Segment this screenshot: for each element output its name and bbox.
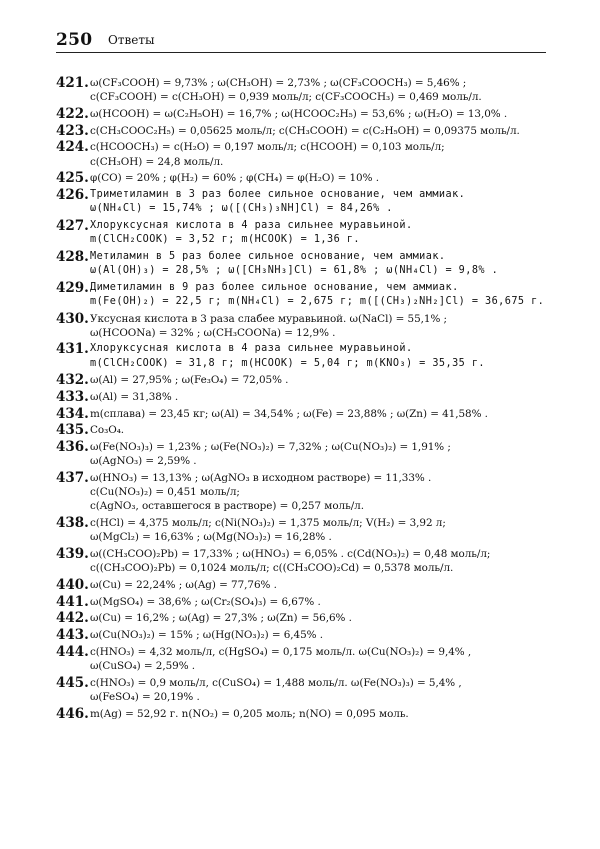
answer-line: c(CH₃OH) = 24,8 моль/л. bbox=[90, 155, 224, 168]
answer-number: 442. bbox=[56, 610, 89, 627]
answer-text bbox=[90, 611, 546, 625]
answer-number: 445. bbox=[56, 674, 89, 691]
running-title: Ответы bbox=[108, 33, 155, 47]
answer-number: 428. bbox=[56, 248, 89, 265]
answer-line: m(Fe(OH)₂) = 22,5 г; m(NH₄Cl) = 2,675 г; m([(CH₃)₂NH₂]Cl) = 36,675 г. bbox=[90, 295, 545, 307]
answer-number: 441. bbox=[56, 593, 89, 610]
answer-text bbox=[90, 390, 546, 404]
answer-number: 429. bbox=[56, 279, 89, 296]
answer-number: 427. bbox=[56, 217, 89, 234]
page-number: 250 bbox=[56, 30, 93, 50]
answer-item bbox=[56, 219, 546, 247]
answer-line: m(ClCH₂COOK) = 31,8 г; m(HCOOK) = 5,04 г; m(KNO₃) = 35,35 г. bbox=[90, 357, 486, 369]
answer-line: ω(Al) = 27,95% ; ω(Fe₃O₄) = 72,05% . bbox=[90, 374, 289, 387]
answer-line: ω(HCOONa) = 32% ; ω(CH₃COONa) = 12,9% . bbox=[90, 326, 336, 339]
answer-number: 430. bbox=[56, 310, 89, 327]
answer-text bbox=[90, 423, 546, 437]
answer-item bbox=[56, 595, 546, 609]
answer-text bbox=[90, 171, 546, 185]
answer-item bbox=[56, 611, 546, 625]
answer-item bbox=[56, 471, 546, 514]
answer-text bbox=[90, 124, 546, 138]
answer-line: ω(HNO₃) = 13,13% ; ω(AgNO₃ в исходном растворе) = 11,33% . bbox=[90, 472, 432, 485]
page-header bbox=[56, 30, 546, 52]
answer-text bbox=[90, 140, 546, 168]
answer-line: c(HNO₃) = 0,9 моль/л, c(CuSO₄) = 1,488 моль/л. ω(Fe(NO₃)₃) = 5,4% , bbox=[90, 676, 462, 689]
answer-line: c(CH₃COOC₂H₅) = 0,05625 моль/л; c(CH₃COOH) = c(C₂H₅OH) = 0,09375 моль/л. bbox=[90, 124, 520, 137]
header-rule bbox=[56, 52, 546, 53]
answer-number: 421. bbox=[56, 75, 89, 91]
answer-text bbox=[90, 250, 546, 278]
answer-line: ω(Cu) = 22,24% ; ω(Ag) = 77,76% . bbox=[90, 579, 277, 591]
answer-item bbox=[56, 373, 546, 387]
answer-text bbox=[90, 595, 546, 609]
answer-text bbox=[90, 645, 546, 673]
answer-line: c(AgNO₃, оставшегося в растворе) = 0,257 моль/л. bbox=[90, 500, 364, 513]
answer-item bbox=[56, 645, 546, 673]
answer-number: 437. bbox=[56, 470, 89, 487]
answer-line: ω(CF₃COOH) = 9,73% ; ω(CH₃OH) = 2,73% ; ω(CF₃COOCH₃) = 5,46% ; bbox=[90, 77, 467, 89]
answer-number: 439. bbox=[56, 546, 89, 563]
answer-item bbox=[56, 578, 546, 592]
answer-number: 426. bbox=[56, 186, 89, 203]
answer-text bbox=[90, 676, 546, 704]
answer-item bbox=[56, 407, 546, 421]
answer-number: 431. bbox=[56, 341, 89, 358]
answer-line: ω(MgSO₄) = 38,6% ; ω(Cr₂(SO₄)₃) = 6,67% . bbox=[90, 595, 321, 608]
answer-text bbox=[90, 440, 546, 468]
answer-item bbox=[56, 628, 546, 642]
answer-text bbox=[90, 312, 546, 340]
answer-line: c(Cu(NO₃)₂) = 0,451 моль/л; bbox=[90, 486, 240, 499]
answer-line: Co₃O₄. bbox=[90, 424, 125, 437]
answer-line: Уксусная кислота в 3 раза слабее муравьиной. ω(NaCl) = 55,1% ; bbox=[90, 312, 447, 325]
answer-line: c(CF₃COOH) = c(CH₃OH) = 0,939 моль/л; c(CF₃COOCH₃) = 0,469 моль/л. bbox=[90, 91, 482, 104]
answer-text bbox=[90, 107, 546, 121]
answer-text bbox=[90, 578, 546, 592]
answer-line: Диметиламин в 9 раз более сильное основание, чем аммиак. bbox=[90, 281, 459, 293]
answer-text bbox=[90, 219, 546, 247]
answer-item bbox=[56, 188, 546, 216]
answer-text bbox=[90, 471, 546, 514]
answer-item bbox=[56, 390, 546, 404]
answer-line: Триметиламин в 3 раз более сильное основание, чем аммиак. bbox=[90, 188, 466, 200]
answer-line: ω(HCOOH) = ω(C₂H₅OH) = 16,7% ; ω(HCOOC₂H₅) = 53,6% ; ω(H₂O) = 13,0% . bbox=[90, 107, 508, 120]
answer-number: 424. bbox=[56, 139, 89, 156]
answer-item bbox=[56, 707, 546, 721]
answer-line: ω((CH₃COO)₂Pb) = 17,33% ; ω(HNO₃) = 6,05% . c(Cd(NO₃)₂) = 0,48 моль/л; bbox=[90, 548, 491, 561]
answer-number: 446. bbox=[56, 705, 89, 722]
answer-item bbox=[56, 342, 546, 370]
answers-list bbox=[56, 76, 546, 723]
answer-line: ω(Cu(NO₃)₂) = 15% ; ω(Hg(NO₃)₂) = 6,45% . bbox=[90, 629, 324, 642]
answer-number: 434. bbox=[56, 405, 89, 422]
answer-line: Хлоруксусная кислота в 4 раза сильнее муравьиной. bbox=[90, 219, 413, 231]
answer-number: 440. bbox=[56, 577, 89, 593]
answer-line: φ(CO) = 20% ; φ(H₂) = 60% ; φ(CH₄) = φ(H₂O) = 10% . bbox=[90, 172, 379, 185]
answer-line: ω(MgCl₂) = 16,63% ; ω(Mg(NO₃)₂) = 16,28% . bbox=[90, 531, 332, 544]
answer-item bbox=[56, 547, 546, 575]
answer-item bbox=[56, 676, 546, 704]
answer-line: m(ClCH₂COOK) = 3,52 г; m(HCOOK) = 1,36 г. bbox=[90, 234, 360, 246]
answer-text bbox=[90, 407, 546, 421]
answer-item bbox=[56, 312, 546, 340]
answer-line: c(HCOOCH₃) = c(H₂O) = 0,197 моль/л; c(HCOOH) = 0,103 моль/л; bbox=[90, 141, 445, 154]
answer-line: Хлоруксусная кислота в 4 раза сильнее муравьиной. bbox=[90, 343, 413, 355]
answer-line: m(сплава) = 23,45 кг; ω(Al) = 34,54% ; ω(Fe) = 23,88% ; ω(Zn) = 41,58% . bbox=[90, 407, 488, 420]
answer-item bbox=[56, 281, 546, 309]
answer-number: 422. bbox=[56, 105, 89, 122]
answer-text bbox=[90, 342, 546, 370]
answer-number: 425. bbox=[56, 170, 89, 187]
answer-text bbox=[90, 628, 546, 642]
answer-number: 436. bbox=[56, 439, 89, 456]
answer-line: ω(AgNO₃) = 2,59% . bbox=[90, 455, 197, 468]
answer-item bbox=[56, 171, 546, 185]
answer-text bbox=[90, 281, 546, 309]
answer-number: 443. bbox=[56, 627, 89, 644]
answer-line: ω(Al(OH)₃) = 28,5% ; ω([CH₃NH₃]Cl) = 61,8% ; ω(NH₄Cl) = 9,8% . bbox=[90, 264, 499, 276]
answer-item bbox=[56, 516, 546, 544]
answer-line: c(HNO₃) = 4,32 моль/л, c(HgSO₄) = 0,175 моль/л. ω(Cu(NO₃)₂) = 9,4% , bbox=[90, 645, 472, 658]
answer-line: ω(Al) = 31,38% . bbox=[90, 391, 179, 404]
answer-number: 444. bbox=[56, 643, 89, 660]
answer-text bbox=[90, 76, 546, 104]
answer-number: 432. bbox=[56, 372, 89, 389]
answer-line: m(Ag) = 52,92 г. n(NO₂) = 0,205 моль; n(NO) = 0,095 моль. bbox=[90, 707, 409, 720]
answer-number: 435. bbox=[56, 422, 89, 439]
answer-number: 433. bbox=[56, 389, 89, 406]
answer-text bbox=[90, 707, 546, 721]
answer-item bbox=[56, 140, 546, 168]
answer-line: c((CH₃COO)₂Pb) = 0,1024 моль/л; c((CH₃COO)₂Cd) = 0,5378 моль/л. bbox=[90, 562, 454, 575]
answer-line: ω(Fe(NO₃)₃) = 1,23% ; ω(Fe(NO₃)₂) = 7,32% ; ω(Cu(NO₃)₂) = 1,91% ; bbox=[90, 441, 451, 454]
answer-item bbox=[56, 76, 546, 104]
answer-line: Метиламин в 5 раз более сильное основание, чем аммиак. bbox=[90, 250, 446, 262]
answer-line: ω(Cu) = 16,2% ; ω(Ag) = 27,3% ; ω(Zn) = 56,6% . bbox=[90, 612, 352, 625]
answer-item bbox=[56, 250, 546, 278]
answer-text bbox=[90, 547, 546, 575]
answer-line: c(HCl) = 4,375 моль/л; c(Ni(NO₃)₂) = 1,375 моль/л; V(H₂) = 3,92 л; bbox=[90, 517, 446, 530]
answer-item bbox=[56, 107, 546, 121]
answer-item bbox=[56, 124, 546, 138]
answer-text bbox=[90, 188, 546, 216]
answer-text bbox=[90, 516, 546, 544]
answer-line: ω(NH₄Cl) = 15,74% ; ω([(CH₃)₃NH]Cl) = 84,26% . bbox=[90, 203, 393, 215]
answer-item bbox=[56, 423, 546, 437]
answer-item bbox=[56, 440, 546, 468]
answer-line: ω(CuSO₄) = 2,59% . bbox=[90, 660, 196, 673]
answer-number: 438. bbox=[56, 515, 89, 532]
answer-number: 423. bbox=[56, 122, 89, 139]
answer-text bbox=[90, 373, 546, 387]
answer-line: ω(FeSO₄) = 20,19% . bbox=[90, 690, 200, 703]
